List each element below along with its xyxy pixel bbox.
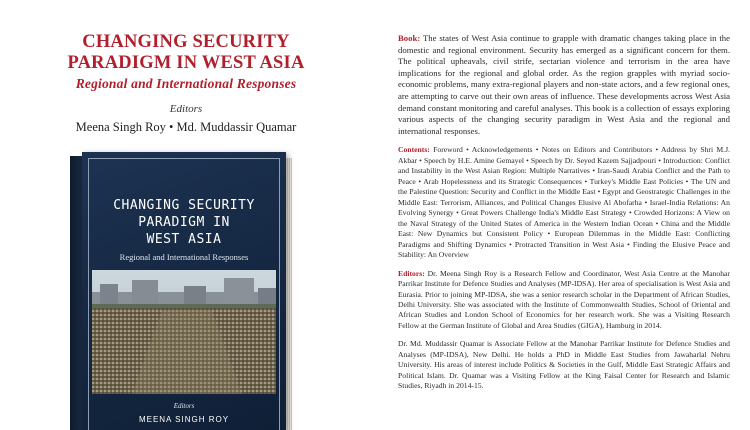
editors-names: Meena Singh Roy • Md. Muddassir Quamar [75,120,297,134]
description-text: The states of West Asia continue to grapple with dramatic changes taking place in the domestic and regional environment. Security has emerged as a significant concern for them. The political upheavals, civil strife, sectarian violence and terrorism in the area have implications for the regional and global order. As the region grapples with myriad socio-economic problems, many extra-regional players and non-state actors, and a few regional ones, are attempting to carve out their own areas of influence. These developments across West Asia demand constant monitoring and careful analyses. This book is a collection of essays exploring various aspects of the changing security paradigm in West Asia and the regional and international responses. [398,33,730,136]
editors-label: Editors [169,103,203,115]
table-of-contents [398,145,730,261]
title-line-2: PARADIGM IN WEST ASIA [67,53,305,73]
book-cover [82,152,286,430]
book-info-panel [0,0,372,430]
cover-title-line-2: PARADIGM IN [138,215,230,230]
cover-title-line-1: CHANGING SECURITY [113,198,255,213]
editor-bio-1-text: Dr. Meena Singh Roy is a Research Fellow and Coordinator, West Asia Centre at the Manohar Parrikar Institute for Defence Studies and Analyses (MP-IDSA). Her area of specialisation is West Asia and Eurasia. Prior to joining MP-IDSA, she was a senior research scholar in the Department of African Studies, Delhi University. She was associated with the Institute of Commonwealth Studies, School of Oriental and African Studies and London School of Economics for her research work. She was a Visiting Research Fellow at the German Institute of Global and Area Studies (GIGA), Hamburg in 2014. [398,268,730,330]
cover-editor-name: MEENA SINGH ROY [138,415,230,424]
title-line-1: CHANGING SECURITY [82,32,290,52]
cover-editors-label: Editors [173,402,195,410]
subtitle: Regional and International Responses [75,76,297,91]
book-pages-edge [286,158,292,430]
editor-bio-2 [398,339,730,391]
editor-bio-1 [398,269,730,331]
crowd-photo-illustration [92,270,276,394]
book-cover-image [70,152,292,430]
cover-subtitle: Regional and International Responses [119,252,249,262]
cover-title-line-3: WEST ASIA [146,232,222,247]
description-label: Book: [398,33,421,43]
contents-label: Contents: [398,145,430,155]
cover-crowd-photo [92,270,276,394]
book-description [398,33,730,137]
editors-bio-label: Editors: [398,268,425,278]
book-details [398,33,730,399]
editor-bio-2-text: Dr. Md. Muddassir Quamar is Associate Fellow at the Manohar Parrikar Institute for Defence Studies and Analyses (MP-IDSA), New Delhi. He holds a PhD in Middle East Studies from Jawaharlal Nehru University. His areas of interest include Politics & Societies in the Gulf, Middle East Strategic Affairs and Political Islam. Dr. Quamar was a Visiting Fellow at the King Faisal Center for Research and Islamic Studies, Riyadh in 2014-15. [398,339,730,390]
contents-text: Foreword • Acknowledgements • Notes on Editors and Contributors • Address by Shri M.J. Akbar • Speech by H.E. Amine Gemayel • Speech by Dr. Seyed Kazem Sajjadpouri • Introduction: Conflict and Instability in the West Asian Region: Multiple Narratives • Iran-Saudi Arabia Conflict and the Path to Peace • Arab Hopelessness and its Strategic Consequences • Turkey's Middle East Policies • The UN and the Palestine Question: Security and Conflict in the Middle East • Egypt and Geostrategic Challenges in the Middle East: Terrorism, Alliances, and Political Changes Elusive Al Abofarha • Israel-India Relations: An Evolving Synergy • Great Powers Challenge India's Middle East Strategy • Crowded Horizons: A View on the Naval Strategy of the United States of America in the Western Indian Ocean • China and the Middle East: New Dynamics but Consistent Policy • European Dilemmas in the Middle East: Conflicting Paradigms and Shifting Dynamics • Protracted Transition in West Asia • Finding the Elusive Peace and Stability: An Overview [398,145,730,260]
